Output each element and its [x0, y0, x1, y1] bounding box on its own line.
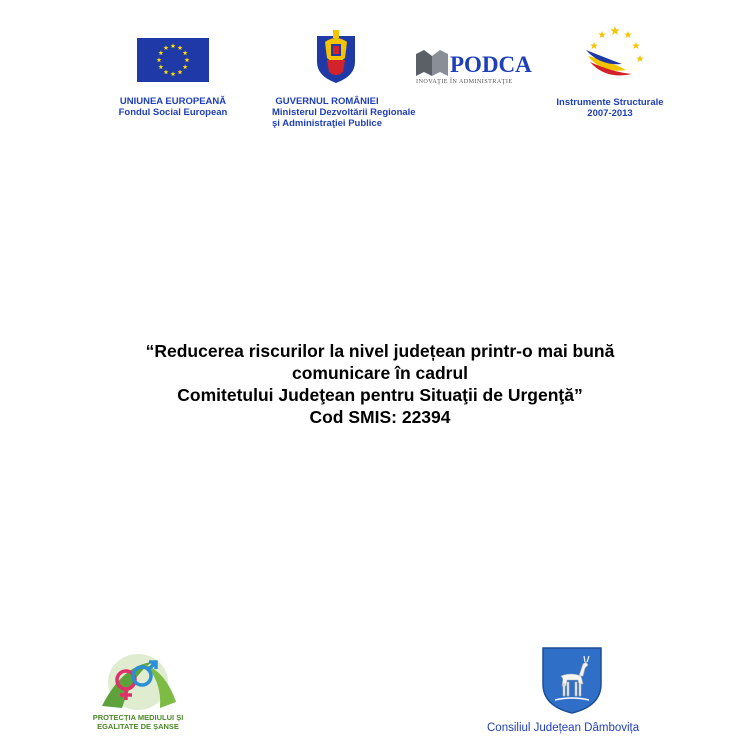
eu-flag-icon: [137, 38, 209, 82]
podca-name: PODCA: [450, 52, 532, 77]
gov-caption-line2: Ministerul Dezvoltării Regionale: [272, 107, 416, 118]
gov-caption: [272, 96, 432, 129]
structural-caption-line1: Instrumente Structurale: [556, 97, 664, 108]
title-line3: Comitetului Judeţean pentru Situaţii de Urgenţă”: [177, 385, 583, 405]
structural-instruments-icon: [582, 22, 648, 88]
title-line4: Cod SMIS: 22394: [309, 407, 451, 427]
title-line2: comunicare în cadrul: [291, 363, 469, 383]
title-line1: “Reducerea riscurilor la nivel județean printr-o mai bună: [145, 341, 615, 361]
eu-caption-line1: UNIUNEA EUROPEANĂ: [119, 96, 227, 107]
gov-caption-line3: şi Administraţiei Publice: [272, 118, 382, 129]
podca-tagline: INOVAŢIE ÎN ADMINISTRAŢIE: [416, 78, 513, 85]
county-caption: Consiliul Județean Dâmbovița: [487, 722, 640, 734]
gov-caption-line1: GUVERNUL ROMÂNIEI: [275, 96, 379, 107]
gender-equality-globe-icon: [92, 646, 186, 714]
environment-caption: [82, 714, 194, 731]
dambovita-coat-of-arms-icon: [541, 646, 603, 714]
podca-logo-icon: [414, 46, 544, 86]
structural-caption: [545, 97, 675, 119]
environment-caption-line1: PROTECȚIA MEDIULUI ȘI: [92, 713, 184, 722]
structural-caption-line2: 2007-2013: [587, 108, 633, 119]
environment-caption-line2: EGALITATE DE ȘANSE: [97, 721, 179, 731]
project-title: [60, 340, 700, 428]
eu-caption-line2: Fondul Social European: [118, 107, 228, 118]
eu-caption: [100, 96, 246, 118]
romania-coat-of-arms-icon: [313, 28, 359, 84]
